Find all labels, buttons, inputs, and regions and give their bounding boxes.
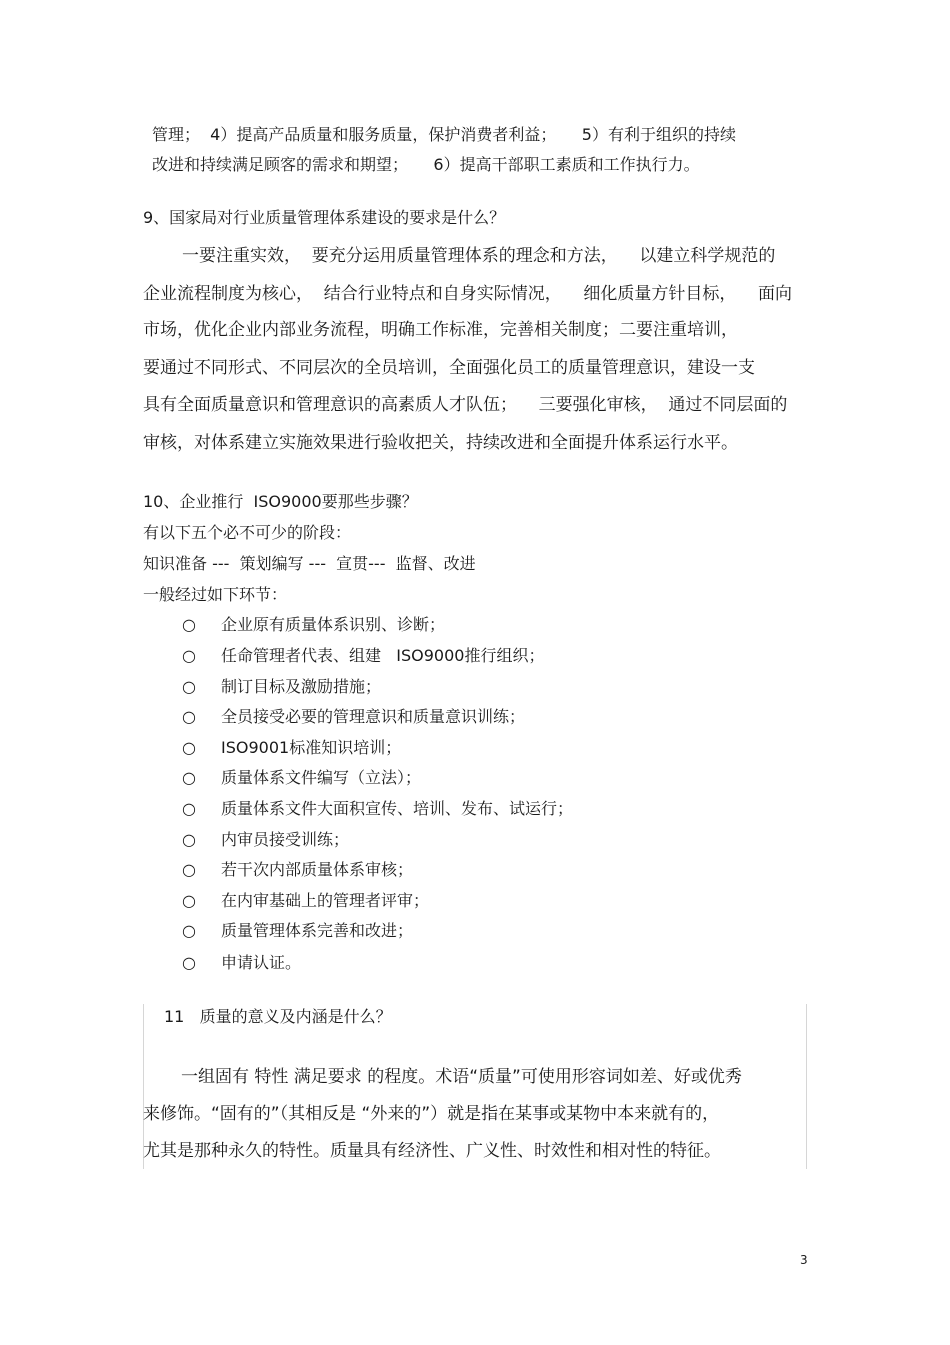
circle-bullet-icon: ○ [182, 860, 196, 879]
list-item-text: 质量体系文件大面积宣传、培训、发布、试运行； [221, 799, 574, 818]
frame-right-border [806, 1004, 807, 1169]
circle-bullet-icon: ○ [182, 953, 196, 972]
q9-line-4: 要通过不同形式、不同层次的全员培训，全面强化员工的质量管理意识，建设一支 [143, 358, 755, 378]
circle-bullet-icon: ○ [182, 677, 196, 696]
list-item-text: 任命管理者代表、组建 ISO9000推行组织； [221, 646, 545, 665]
circle-bullet-icon: ○ [182, 830, 196, 849]
question-9-title: 9、国家局对行业质量管理体系建设的要求是什么？ [143, 208, 506, 227]
list-item-text: 在内审基础上的管理者评审； [221, 891, 430, 910]
continuation-line-2: 改进和持续满足顾客的需求和期望； 6）提高干部职工素质和工作执行力。 [152, 155, 700, 174]
circle-bullet-icon: ○ [182, 646, 196, 665]
q9-line-3: 市场，优化企业内部业务流程，明确工作标准，完善相关制度；二要注重培训， [143, 320, 738, 340]
list-item-text: ISO9001标准知识培训； [221, 738, 402, 757]
circle-bullet-icon: ○ [182, 738, 196, 757]
circle-bullet-icon: ○ [182, 891, 196, 910]
q9-line-2: 企业流程制度为核心， 结合行业特点和自身实际情况， 细化质量方针目标， 面向 [143, 284, 793, 304]
question-11-title: 11 质量的意义及内涵是什么？ [164, 1007, 392, 1026]
question-10-title: 10、企业推行 ISO9000要那些步骤？ [143, 492, 418, 511]
list-item-text: 申请认证。 [221, 953, 302, 972]
circle-bullet-icon: ○ [182, 921, 196, 940]
q11-line-3: 尤其是那种永久的特性。质量具有经济性、广义性、时效性和相对性的特征。 [143, 1141, 721, 1161]
list-item-text: 全员接受必要的管理意识和质量意识训练； [221, 707, 526, 726]
circle-bullet-icon: ○ [182, 768, 196, 787]
continuation-line-1: 管理； 4）提高产品质量和服务质量，保护消费者利益； 5）有利于组织的持续 [152, 125, 736, 144]
q11-line-1: 一组固有 特性 满足要求 的程度。术语“质量”可使用形容词如差、好或优秀 [181, 1067, 742, 1087]
q9-line-5: 具有全面质量意识和管理意识的高素质人才队伍； 三要强化审核， 通过不同层面的 [143, 395, 788, 415]
q11-line-2: 来修饰。“固有的”（其相反是 “外来的”）就是指在某事或某物中本来就有的， [143, 1104, 720, 1124]
q9-line-6: 审核，对体系建立实施效果进行验收把关，持续改进和全面提升体系运行水平。 [143, 433, 738, 453]
circle-bullet-icon: ○ [182, 799, 196, 818]
list-item-text: 企业原有质量体系识别、诊断； [221, 615, 446, 634]
circle-bullet-icon: ○ [182, 615, 196, 634]
q9-line-1: 一要注重实效， 要充分运用质量管理体系的理念和方法， 以建立科学规范的 [182, 246, 776, 266]
q10-intro: 有以下五个必不可少的阶段： [143, 523, 352, 542]
list-item-text: 质量体系文件编写（立法）； [221, 768, 422, 787]
q10-steps-intro: 一般经过如下环节： [143, 585, 288, 604]
circle-bullet-icon: ○ [182, 707, 196, 726]
list-item-text: 若干次内部质量体系审核； [221, 860, 414, 879]
page-number: 3 [800, 1253, 808, 1267]
list-item-text: 制订目标及激励措施； [221, 677, 382, 696]
list-item-text: 质量管理体系完善和改进； [221, 921, 414, 940]
list-item-text: 内审员接受训练； [221, 830, 350, 849]
q10-stages: 知识准备 --- 策划编写 --- 宣贯--- 监督、改进 [143, 554, 476, 573]
